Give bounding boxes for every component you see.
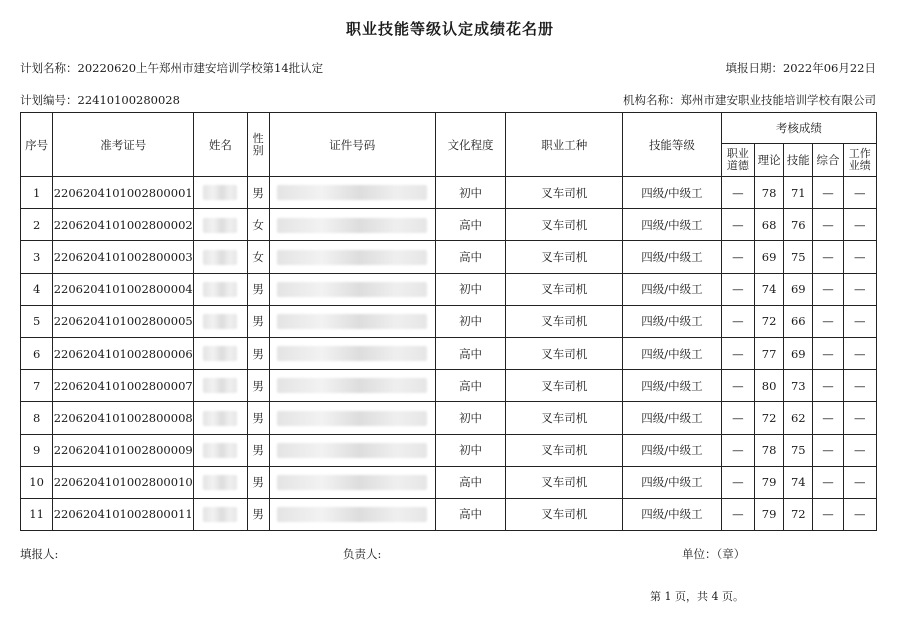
cell-exam-number: 2206204101002800005 [53, 305, 194, 337]
table-row [21, 466, 877, 498]
cell-seq: 9 [21, 434, 53, 466]
cell-skill: 76 [784, 209, 813, 241]
cell-work: — [843, 209, 876, 241]
cell-id-number [269, 209, 435, 241]
cell-id-number [269, 402, 435, 434]
filler-label: 填报人: [20, 547, 59, 561]
redacted-name [203, 507, 237, 522]
cell-theory: 72 [755, 305, 784, 337]
redacted-id-number [277, 443, 427, 458]
cell-education: 高中 [435, 498, 505, 530]
cell-skill-level: 四级/中级工 [623, 241, 722, 273]
redacted-name [203, 443, 237, 458]
redacted-id-number [277, 282, 427, 297]
cell-name [194, 241, 247, 273]
cell-theory: 69 [755, 241, 784, 273]
cell-seq: 3 [21, 241, 53, 273]
cell-name [194, 305, 247, 337]
cell-seq: 1 [21, 177, 53, 209]
cell-occupation: 叉车司机 [506, 370, 623, 402]
cell-id-number [269, 177, 435, 209]
cell-gender: 男 [247, 273, 269, 305]
cell-moral: — [721, 177, 754, 209]
cell-id-number [269, 305, 435, 337]
cell-gender: 男 [247, 434, 269, 466]
cell-moral: — [721, 273, 754, 305]
header-education: 文化程度 [435, 113, 505, 177]
cell-gender: 女 [247, 209, 269, 241]
cell-exam-number: 2206204101002800003 [53, 241, 194, 273]
cell-theory: 78 [755, 177, 784, 209]
cell-work: — [843, 273, 876, 305]
redacted-name [203, 411, 237, 426]
cell-skill: 62 [784, 402, 813, 434]
cell-id-number [269, 337, 435, 369]
cell-skill: 71 [784, 177, 813, 209]
cell-name [194, 209, 247, 241]
responsible-label: 负责人: [343, 547, 382, 561]
cell-work: — [843, 305, 876, 337]
cell-skill: 66 [784, 305, 813, 337]
cell-exam-number: 2206204101002800010 [53, 466, 194, 498]
cell-work: — [843, 402, 876, 434]
roster-table [20, 112, 877, 531]
cell-overall: — [813, 402, 843, 434]
cell-theory: 77 [755, 337, 784, 369]
header-gender: 性别 [247, 113, 269, 177]
cell-skill-level: 四级/中级工 [623, 209, 722, 241]
cell-seq: 5 [21, 305, 53, 337]
cell-id-number [269, 273, 435, 305]
cell-overall: — [813, 305, 843, 337]
cell-overall: — [813, 241, 843, 273]
redacted-name [203, 185, 237, 200]
cell-skill: 73 [784, 370, 813, 402]
cell-seq: 8 [21, 402, 53, 434]
redacted-name [203, 475, 237, 490]
cell-occupation: 叉车司机 [506, 241, 623, 273]
cell-overall: — [813, 209, 843, 241]
cell-skill-level: 四级/中级工 [623, 402, 722, 434]
cell-gender: 男 [247, 337, 269, 369]
redacted-id-number [277, 507, 427, 522]
cell-skill-level: 四级/中级工 [623, 466, 722, 498]
redacted-name [203, 378, 237, 393]
cell-moral: — [721, 370, 754, 402]
cell-moral: — [721, 402, 754, 434]
cell-education: 初中 [435, 273, 505, 305]
cell-education: 高中 [435, 370, 505, 402]
cell-id-number [269, 241, 435, 273]
page-title: 职业技能等级认定成绩花名册 [345, 20, 554, 38]
cell-moral: — [721, 434, 754, 466]
table-row [21, 337, 877, 369]
cell-exam-number: 2206204101002800001 [53, 177, 194, 209]
cell-education: 高中 [435, 209, 505, 241]
table-row [21, 370, 877, 402]
cell-seq: 4 [21, 273, 53, 305]
plan-name: 计划名称：20220620上午郑州市建安培训学校第14批认定 [20, 61, 324, 75]
cell-gender: 女 [247, 241, 269, 273]
header-skill: 技能 [784, 144, 813, 177]
cell-theory: 80 [755, 370, 784, 402]
cell-gender: 男 [247, 370, 269, 402]
header-work: 工作业绩 [843, 144, 876, 177]
cell-occupation: 叉车司机 [506, 498, 623, 530]
redacted-id-number [277, 314, 427, 329]
cell-education: 高中 [435, 241, 505, 273]
redacted-id-number [277, 475, 427, 490]
cell-occupation: 叉车司机 [506, 209, 623, 241]
cell-occupation: 叉车司机 [506, 337, 623, 369]
table-row [21, 434, 877, 466]
cell-work: — [843, 434, 876, 466]
cell-moral: — [721, 337, 754, 369]
header-theory: 理论 [755, 144, 784, 177]
cell-id-number [269, 466, 435, 498]
unit-seal-label: 单位：（章） [682, 547, 746, 561]
cell-skill-level: 四级/中级工 [623, 177, 722, 209]
cell-overall: — [813, 370, 843, 402]
cell-overall: — [813, 177, 843, 209]
redacted-name [203, 282, 237, 297]
cell-overall: — [813, 466, 843, 498]
cell-skill-level: 四级/中级工 [623, 337, 722, 369]
cell-skill-level: 四级/中级工 [623, 434, 722, 466]
header-skill-level: 技能等级 [623, 113, 722, 177]
cell-theory: 74 [755, 273, 784, 305]
cell-seq: 10 [21, 466, 53, 498]
cell-moral: — [721, 209, 754, 241]
cell-gender: 男 [247, 498, 269, 530]
header-id-number: 证件号码 [269, 113, 435, 177]
cell-name [194, 434, 247, 466]
header-scores: 考核成绩 [721, 113, 876, 144]
cell-work: — [843, 241, 876, 273]
cell-moral: — [721, 241, 754, 273]
cell-seq: 2 [21, 209, 53, 241]
header-name: 姓名 [194, 113, 247, 177]
cell-education: 初中 [435, 305, 505, 337]
cell-exam-number: 2206204101002800002 [53, 209, 194, 241]
cell-exam-number: 2206204101002800007 [53, 370, 194, 402]
header-overall: 综合 [813, 144, 843, 177]
cell-theory: 68 [755, 209, 784, 241]
cell-name [194, 402, 247, 434]
table-row [21, 209, 877, 241]
cell-id-number [269, 498, 435, 530]
redacted-id-number [277, 250, 427, 265]
cell-seq: 6 [21, 337, 53, 369]
cell-exam-number: 2206204101002800006 [53, 337, 194, 369]
cell-overall: — [813, 337, 843, 369]
cell-occupation: 叉车司机 [506, 177, 623, 209]
cell-education: 高中 [435, 466, 505, 498]
cell-theory: 79 [755, 498, 784, 530]
cell-skill: 75 [784, 434, 813, 466]
cell-exam-number: 2206204101002800004 [53, 273, 194, 305]
cell-work: — [843, 337, 876, 369]
page-indicator: 第 1 页，共 4 页。 [650, 590, 744, 603]
cell-work: — [843, 370, 876, 402]
fill-date: 填报日期：2022年06月22日 [725, 61, 876, 75]
redacted-id-number [277, 378, 427, 393]
header-exam-number: 准考证号 [53, 113, 194, 177]
cell-id-number [269, 434, 435, 466]
cell-skill: 69 [784, 273, 813, 305]
header-moral: 职业道德 [721, 144, 754, 177]
cell-theory: 79 [755, 466, 784, 498]
table-row [21, 305, 877, 337]
cell-gender: 男 [247, 466, 269, 498]
cell-exam-number: 2206204101002800009 [53, 434, 194, 466]
cell-work: — [843, 498, 876, 530]
cell-name [194, 337, 247, 369]
redacted-id-number [277, 346, 427, 361]
header-occupation: 职业工种 [506, 113, 623, 177]
cell-theory: 72 [755, 402, 784, 434]
redacted-name [203, 346, 237, 361]
cell-education: 初中 [435, 177, 505, 209]
cell-gender: 男 [247, 402, 269, 434]
cell-seq: 11 [21, 498, 53, 530]
cell-skill-level: 四级/中级工 [623, 370, 722, 402]
cell-id-number [269, 370, 435, 402]
table-row [21, 273, 877, 305]
table-row [21, 177, 877, 209]
redacted-name [203, 250, 237, 265]
cell-theory: 78 [755, 434, 784, 466]
cell-name [194, 177, 247, 209]
cell-name [194, 273, 247, 305]
cell-gender: 男 [247, 305, 269, 337]
cell-skill-level: 四级/中级工 [623, 305, 722, 337]
table-row [21, 241, 877, 273]
redacted-id-number [277, 411, 427, 426]
cell-overall: — [813, 273, 843, 305]
cell-education: 高中 [435, 337, 505, 369]
cell-moral: — [721, 466, 754, 498]
cell-name [194, 466, 247, 498]
redacted-name [203, 218, 237, 233]
cell-moral: — [721, 305, 754, 337]
redacted-id-number [277, 185, 427, 200]
cell-gender: 男 [247, 177, 269, 209]
redacted-id-number [277, 218, 427, 233]
cell-work: — [843, 177, 876, 209]
cell-name [194, 370, 247, 402]
redacted-name [203, 314, 237, 329]
cell-work: — [843, 466, 876, 498]
cell-skill-level: 四级/中级工 [623, 273, 722, 305]
cell-overall: — [813, 434, 843, 466]
cell-exam-number: 2206204101002800011 [53, 498, 194, 530]
cell-occupation: 叉车司机 [506, 402, 623, 434]
cell-occupation: 叉车司机 [506, 466, 623, 498]
cell-overall: — [813, 498, 843, 530]
cell-name [194, 498, 247, 530]
cell-seq: 7 [21, 370, 53, 402]
organization-name: 机构名称：郑州市建安职业技能培训学校有限公司 [623, 93, 876, 107]
cell-moral: — [721, 498, 754, 530]
cell-skill: 72 [784, 498, 813, 530]
cell-skill-level: 四级/中级工 [623, 498, 722, 530]
cell-education: 初中 [435, 402, 505, 434]
cell-occupation: 叉车司机 [506, 305, 623, 337]
cell-exam-number: 2206204101002800008 [53, 402, 194, 434]
table-row [21, 402, 877, 434]
header-seq: 序号 [21, 113, 53, 177]
cell-skill: 69 [784, 337, 813, 369]
cell-occupation: 叉车司机 [506, 273, 623, 305]
cell-skill: 74 [784, 466, 813, 498]
cell-education: 初中 [435, 434, 505, 466]
plan-number: 计划编号：22410100280028 [20, 93, 180, 107]
cell-occupation: 叉车司机 [506, 434, 623, 466]
table-row [21, 498, 877, 530]
cell-skill: 75 [784, 241, 813, 273]
